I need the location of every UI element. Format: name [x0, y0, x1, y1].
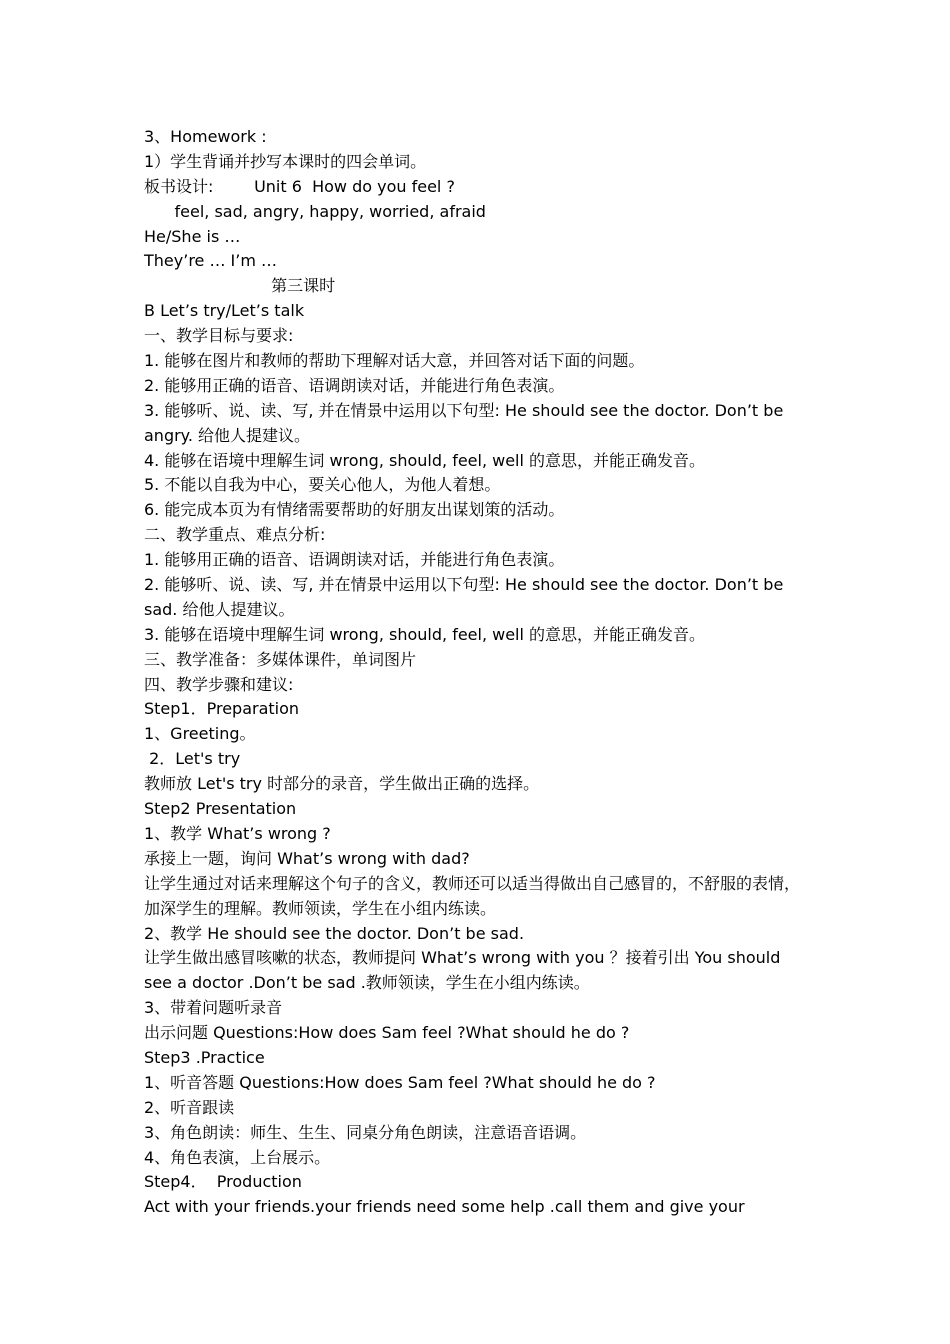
text-line: 1. 能够在图片和教师的帮助下理解对话大意，并回答对话下面的问题。	[144, 351, 645, 371]
text-line: 3、带着问题听录音	[144, 998, 283, 1018]
text-line: 1）学生背诵并抄写本课时的四会单词。	[144, 151, 427, 171]
text-line: Step1．Preparation	[144, 699, 300, 719]
text-line: 2．Let's try	[144, 749, 241, 769]
text-line: 2、听音跟读	[144, 1097, 235, 1117]
text-line: He/She is …	[144, 226, 241, 246]
text-line: 2、教学 He should see the doctor. Don’t be sad.	[144, 923, 525, 943]
text-line: 让学生做出感冒咳嗽的状态，教师提问 What’s wrong with you ？接着引出 You should	[144, 948, 781, 968]
text-line: see a doctor .Don’t be sad .教师领读，学生在小组内练读。	[144, 973, 590, 993]
text-line: 第三课时	[144, 276, 336, 296]
text-line: 6. 能完成本页为有情绪需要帮助的好朋友出谋划策的活动。	[144, 500, 565, 520]
text-line: 二、教学重点、难点分析:	[144, 525, 326, 545]
text-line: 4、角色表演，上台展示。	[144, 1147, 331, 1167]
text-line: 四、教学步骤和建议:	[144, 674, 294, 694]
text-line: 3、Homework :	[144, 127, 267, 146]
text-line: 3. 能够听、说、读、写, 并在情景中运用以下句型: He should see the doctor. Don’t be	[144, 400, 784, 420]
text-line: 3. 能够在语境中理解生词 wrong, should, feel, well 的意思，并能正确发音。	[144, 624, 706, 644]
text-line: 出示问题 Questions:How does Sam feel ?What should he do ?	[144, 1023, 630, 1043]
text-line: Step3 .Practice	[144, 1047, 265, 1067]
document-body	[144, 125, 824, 1220]
text-line: 5. 不能以自我为中心，要关心他人，为他人着想。	[144, 475, 501, 495]
text-line: sad. 给他人提建议。	[144, 599, 295, 619]
text-line: Step4． Production	[144, 1172, 302, 1192]
text-line: angry. 给他人提建议。	[144, 425, 311, 445]
text-line: 3、角色朗读：师生、生生、同桌分角色朗读，注意语音语调。	[144, 1122, 587, 1142]
text-line: 三、教学准备：多媒体课件，单词图片	[144, 649, 417, 669]
text-line: 一、教学目标与要求:	[144, 326, 294, 346]
text-line: 2. 能够听、说、读、写, 并在情景中运用以下句型: He should see the doctor. Don’t be	[144, 575, 784, 595]
text-line: 1、听音答题 Questions:How does Sam feel ?What should he do ?	[144, 1072, 656, 1092]
text-line: 4. 能够在语境中理解生词 wrong, should, feel, well 的意思，并能正确发音。	[144, 450, 706, 470]
text-line: 加深学生的理解。教师领读，学生在小组内练读。	[144, 898, 497, 918]
text-line: feel, sad, angry, happy, worried, afraid	[144, 201, 486, 221]
text-line: 2. 能够用正确的语音、语调朗读对话，并能进行角色表演。	[144, 375, 565, 395]
text-line: 承接上一题，询问 What’s wrong with dad?	[144, 848, 470, 868]
text-line: 1、Greeting。	[144, 724, 256, 744]
text-line: 1. 能够用正确的语音、语调朗读对话，并能进行角色表演。	[144, 550, 565, 570]
text-line: Act with your friends.your friends need some help .call them and give your	[144, 1197, 745, 1217]
text-line: 1、教学 What’s wrong ?	[144, 823, 331, 843]
text-line: 板书设计: Unit 6 How do you feel ?	[144, 176, 455, 196]
text-line: 让学生通过对话来理解这个句子的含义，教师还可以适当得做出自己感冒的，不舒服的表情，	[144, 873, 801, 893]
text-line: They’re … I’m …	[144, 251, 278, 271]
text-line: B Let’s try/Let’s talk	[144, 301, 305, 321]
text-line: 教师放 Let's try 时部分的录音，学生做出正确的选择。	[144, 774, 540, 794]
text-line: Step2 Presentation	[144, 799, 297, 819]
